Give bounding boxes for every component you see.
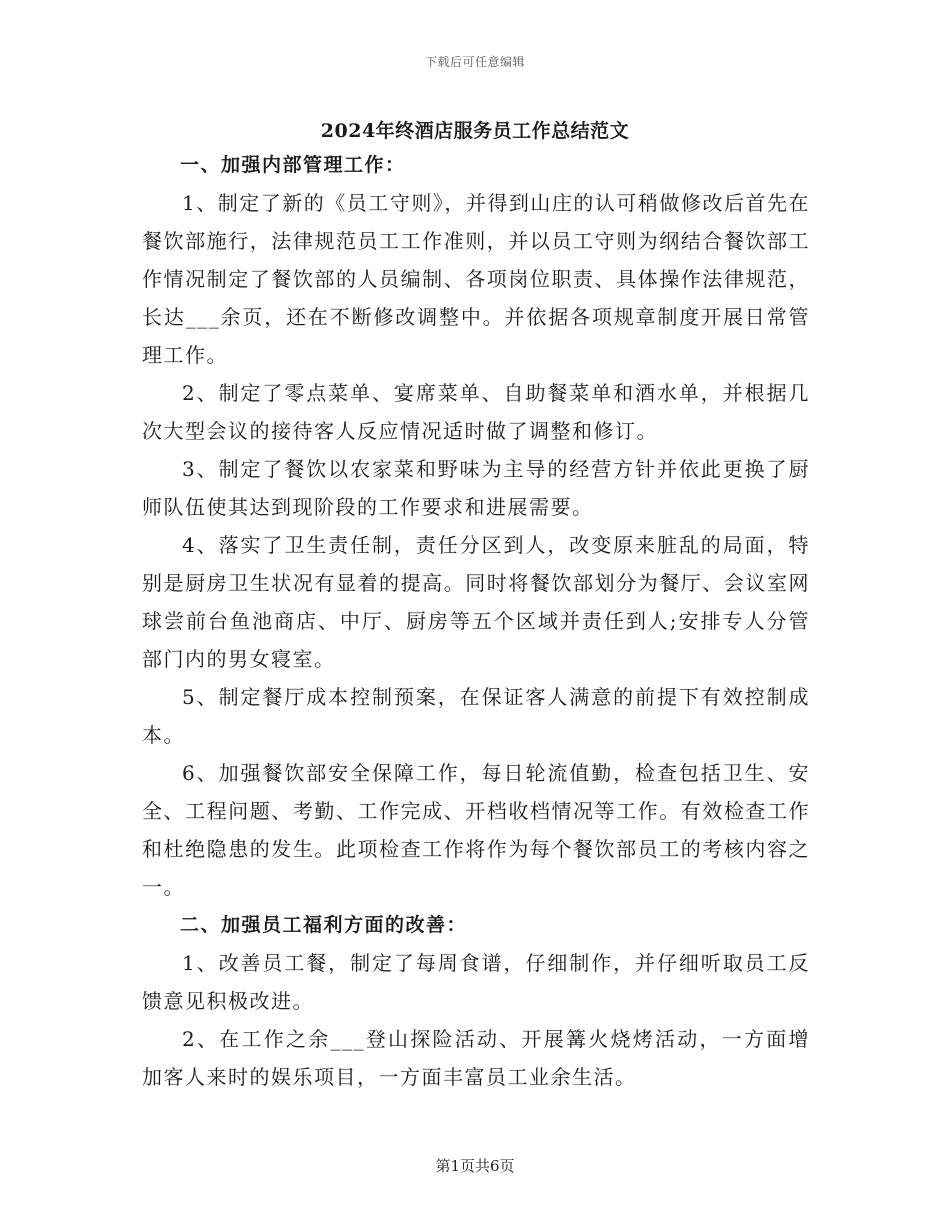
paragraph-1-4: 4、落实了卫生责任制，责任分区到人，改变原来脏乱的局面，特别是厨房卫生状况有显着的提高。同时将餐饮部划分为餐厅、会议室网球尝前台鱼池商店、中厅、厨房等五个区域并责任到人;安排专人分管部门内的男女寝室。 <box>142 533 810 671</box>
section-heading-1: 一、加强内部管理工作： <box>180 154 406 176</box>
section-heading-2: 二、加强员工福利方面的改善： <box>180 914 468 936</box>
paragraph-2-1: 1、改善员工餐，制定了每周食谱，仔细制作，并仔细听取员工反馈意见积极改进。 <box>142 951 810 1013</box>
header-note: 下载后可任意编辑 <box>424 55 525 69</box>
document-body <box>142 146 810 1096</box>
paragraph-1-5: 5、制定餐厅成本控制预案，在保证客人满意的前提下有效控制成本。 <box>142 685 810 747</box>
paragraph-1-3: 3、制定了餐饮以农家菜和野味为主导的经营方针并依此更换了厨师队伍使其达到现阶段的工作要求和进展需要。 <box>142 457 810 519</box>
document-title: 2024年终酒店服务员工作总结范文 <box>320 120 630 142</box>
paragraph-1-1: 1、制定了新的《员工守则》，并得到山庄的认可稍做修改后首先在餐饮部施行，法律规范员工工作准则，并以员工守则为纲结合餐饮部工作情况制定了餐饮部的人员编制、各项岗位职责、具体操作法律规范，长达___余页，还在不断修改调整中。并依据各项规章制度开展日常管理工作。 <box>142 191 810 367</box>
paragraph-2-2: 2、在工作之余___登山探险活动、开展篝火烧烤活动，一方面增加客人来时的娱乐项目，一方面丰富员工业余生活。 <box>142 1027 810 1089</box>
paragraph-1-6: 6、加强餐饮部安全保障工作，每日轮流值勤，检查包括卫生、安全、工程问题、考勤、工作完成、开档收档情况等工作。有效检查工作和杜绝隐患的发生。此项检查工作将作为每个餐饮部员工的考核内容之一。 <box>142 761 810 899</box>
paragraph-1-2: 2、制定了零点菜单、宴席菜单、自助餐菜单和酒水单，并根据几次大型会议的接待客人反应情况适时做了调整和修订。 <box>142 381 810 443</box>
page-number: 第1页共6页 <box>435 1157 515 1175</box>
